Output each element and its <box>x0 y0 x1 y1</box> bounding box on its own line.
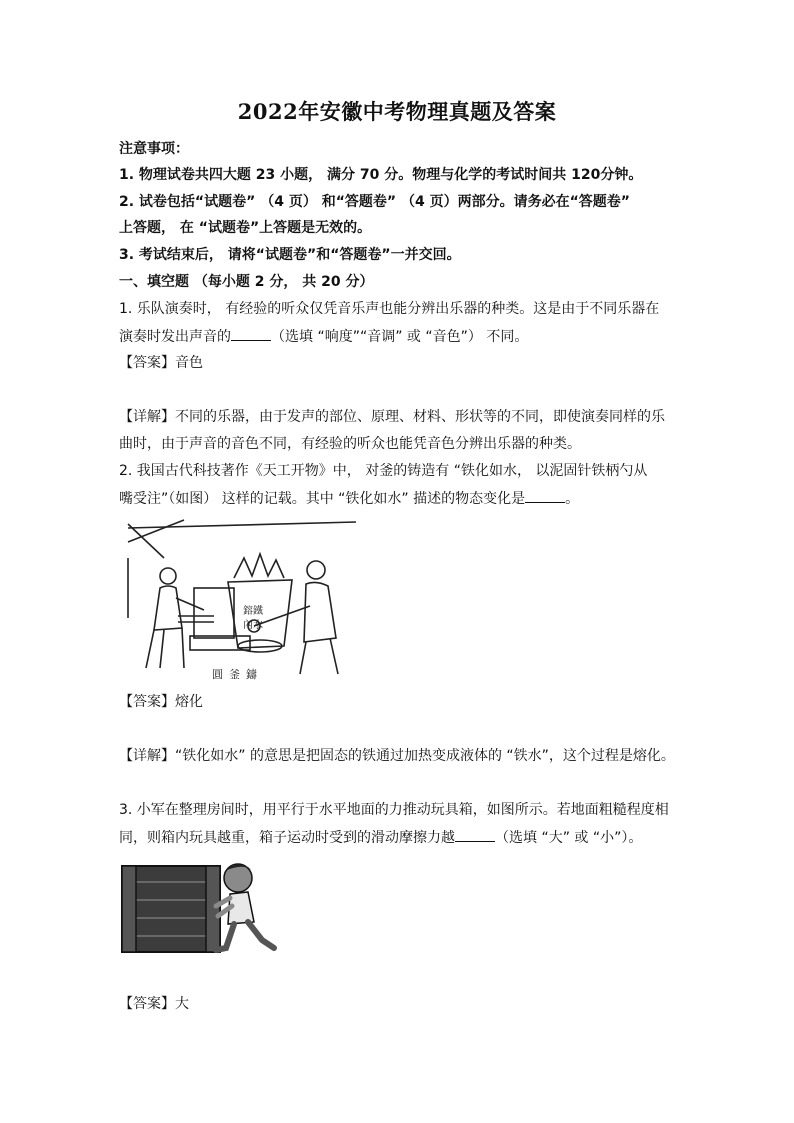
page-title: 2022年安徽中考物理真题及答案 <box>237 99 557 124</box>
q2-answer: 【答案】熔化 <box>119 694 203 710</box>
q1-detail: 【详解】不同的乐器，由于发声的部位、原理、材料、形状等的不同，即使演奏同样的乐 <box>119 409 665 425</box>
q1-text-2 <box>119 326 528 347</box>
casting-illustration <box>124 518 360 684</box>
boy-pushing-box-illustration <box>120 856 282 956</box>
q3-text-2a: 同，则箱内玩具越重，箱子运动时受到的滑动摩擦力越 <box>119 830 455 846</box>
answer-blank <box>525 488 565 503</box>
q1-text: 1. 乐队演奏时， 有经验的听众仅凭音乐声也能分辨出乐器的种类。这是由于不同乐器在 <box>119 301 660 317</box>
notice-heading: 注意事项： <box>119 141 189 157</box>
figure-caption: 圓釜鑄 <box>212 668 263 681</box>
figure-label-2: 內水 <box>243 620 263 631</box>
notice-item-2-cont: 上答题， 在 “试题卷”上答题是无效的。 <box>119 220 372 236</box>
q1-text-2a: 演奏时发出声音的 <box>119 329 231 345</box>
q2-text: 2. 我国古代科技著作《天工开物》中， 对釜的铸造有 “铁化如水， 以泥固针铁柄勺从 <box>119 463 648 479</box>
q2-text-2 <box>119 488 579 509</box>
answer-blank <box>455 827 495 842</box>
q1-answer: 【答案】音色 <box>119 355 203 371</box>
section-heading: 一、填空题 （每小题 2 分， 共 20 分） <box>119 274 374 290</box>
q1-text-2b: （选填 “响度”“音调” 或 “音色”） 不同。 <box>271 329 529 345</box>
q3-text-2b: （选填 “大” 或 “小”）。 <box>495 830 643 846</box>
q3-text-2 <box>119 827 642 848</box>
q3-text: 3. 小军在整理房间时，用平行于水平地面的力推动玩具箱，如图所示。若地面粗糙程度相 <box>119 802 669 818</box>
answer-blank <box>231 326 271 341</box>
q2-text-2b: 。 <box>565 491 580 507</box>
notice-item-1: 1. 物理试卷共四大题 23 小题， 满分 70 分。物理与化学的考试时间共 120分钟。 <box>119 167 643 183</box>
q1-detail-2: 曲时，由于声音的音色不同，有经验的听众也能凭音色分辨出乐器的种类。 <box>119 436 581 452</box>
q2-text-2a: 嘴受注”（如图） 这样的记载。其中 “铁化如水” 描述的物态变化是 <box>119 491 526 507</box>
q3-answer: 【答案】大 <box>119 996 189 1012</box>
q2-detail: 【详解】“铁化如水” 的意思是把固态的铁通过加热变成液体的 “铁水”，这个过程是熔化。 <box>119 748 675 764</box>
notice-item-2: 2. 试卷包括“试题卷” （4 页） 和“答题卷” （4 页）两部分。请务必在“答题卷” <box>119 194 630 210</box>
notice-item-3: 3. 考试结束后， 请将“试题卷”和“答题卷”一并交回。 <box>119 247 461 263</box>
figure-label-1: 鎔鐵 <box>243 606 263 617</box>
